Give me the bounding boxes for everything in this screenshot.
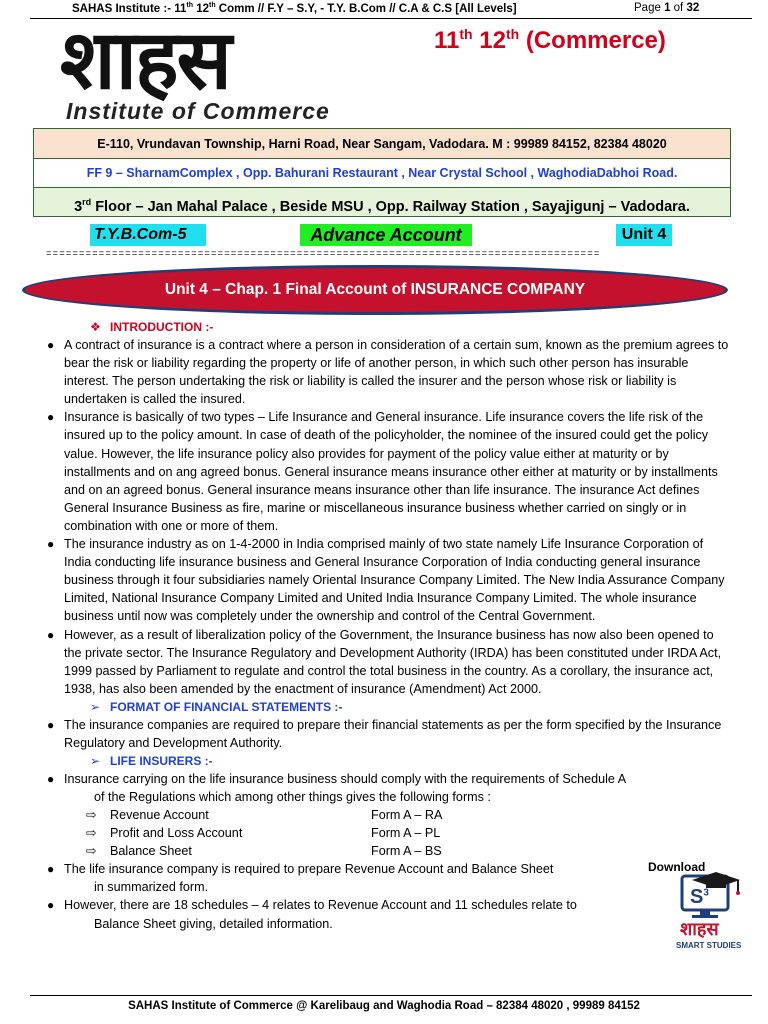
paragraph: ● Insurance is basically of two types – Life Insurance and General insurance. Life insurance covers the life risk of the insured up to the policy amount. In case of death of the policyholder, the nominee of the insured could get the policy value. However, the life insurance policy also provides for payment of the policy value either at maturity or by installments and on ang agreed bonus. General insurance means insurance other either at maturity or by installments and on an agreed bonus. General insurance means insurance other than life insurance. The insurance Act defines General Insurance Business as fire, marine or miscellaneous insurance business whether carried on singly or in combination with one or more of them. — [47, 410, 718, 533]
logo-subtitle: Institute of Commerce — [66, 98, 330, 124]
page-number: Page 1 of 32 — [634, 2, 700, 14]
arrow-bullet-icon: ➢ — [90, 754, 101, 769]
paragraph: ● The insurance companies are required to prepare their financial statements as per the form specified by the Insurance Regulatory and Development Authority. — [47, 717, 722, 750]
smart-studies-hindi: शाहस — [680, 919, 719, 940]
footer-divider — [30, 995, 752, 996]
logo-hindi-text: शाहस — [60, 13, 230, 108]
page-footer: SAHAS Institute of Commerce @ Karelibaug and Waghodia Road – 82384 48020 , 99989 84152 — [128, 1000, 640, 1012]
paragraph: ● The insurance industry as on 1-4-2000 in India comprised mainly of two state namely Life Insurance Corporation of India conducting life insurance business and General Insurance Corporation of India conducting general insurance business through it four subsidiaries namely Oriental Insurance Company Limited. The New India Assurance Company Limited, National Insurance Company Limited and United India Insurance Company Limited. The whole insurance business until now was completely under the ownership and control of the Central Government. — [47, 537, 725, 624]
form-row: ⇨ Balance Sheet Form A – BS — [0, 842, 768, 860]
smart-studies-logo[interactable] — [676, 868, 756, 954]
paragraph: ● However, there are 18 schedules – 4 relates to Revenue Account and 11 schedules relate to — [0, 896, 768, 914]
bullet-icon: ● — [47, 410, 55, 425]
paragraph-continuation: of the Regulations which among other things gives the following forms : — [94, 790, 491, 805]
course-tag: T.Y.B.Com-5 — [90, 224, 206, 246]
smart-studies-text: SMART STUDIES — [676, 941, 742, 950]
form-row: ⇨ Profit and Loss Account Form A – PL — [0, 824, 768, 842]
class-title: 11th 12th (Commerce) — [434, 26, 666, 54]
paragraph: ● Insurance carrying on the life insurance business should comply with the requirements of Schedule A — [0, 770, 768, 788]
arrow-icon: ⇨ — [86, 844, 97, 859]
bullet-icon: ● — [47, 717, 55, 732]
form-row: ⇨ Revenue Account Form A – RA — [0, 806, 768, 824]
document-body — [0, 318, 768, 933]
arrow-icon: ⇨ — [86, 826, 97, 841]
download-label[interactable]: Download — [648, 860, 706, 874]
arrow-bullet-icon: ➢ — [90, 699, 101, 714]
diamond-bullet-icon: ❖ — [90, 320, 101, 334]
format-heading: ➢ FORMAT OF FINANCIAL STATEMENTS :- — [0, 698, 768, 716]
chapter-banner: Unit 4 – Chap. 1 Final Account of INSURANCE COMPANY — [22, 265, 728, 315]
introduction-heading: ❖ INTRODUCTION :- — [0, 318, 768, 336]
smart-studies-mark: $S^3$ — [690, 886, 709, 908]
unit-tag: Unit 4 — [616, 224, 672, 246]
address-line-2: FF 9 – SharnamComplex , Opp. Bahurani Restaurant , Near Crystal School , WaghodiaDabhoi Road. — [33, 158, 731, 188]
paragraph: ● A contract of insurance is a contract where a person in consideration of a certain sum, known as the premium agrees to bear the risk or liability regarding the property or life of another person, in which such other person has insurable interest. The person undertaking the risk or liability is called the insurer and the person whose risk or liability is undertaken is called the insured. — [47, 338, 729, 407]
paragraph: ● However, as a result of liberalization policy of the Government, the Insurance business has now also been opened to the private sector. The Insurance Regulatory and Development Authority (IRDA) has been constituted under IRDA Act, 1999 passed by Parliament to regulate and control the total business in the country. As a corollary, the insurance act, 1938, has also been amended by the enactment of insurance (Amendment) Act 2000. — [47, 627, 722, 696]
institute-logo — [60, 13, 420, 124]
paragraph-continuation: Balance Sheet giving, detailed information. — [94, 916, 333, 931]
bullet-icon: ● — [47, 627, 55, 642]
separator-line: ==================================================================================== — [46, 249, 601, 259]
bullet-icon: ● — [47, 862, 55, 877]
header-title: SAHAS Institute :- 11th 12th Comm // F.Y – S.Y, - T.Y. B.Com // C.A & C.S [All Levels] — [72, 2, 517, 15]
bullet-icon: ● — [47, 537, 55, 552]
bullet-icon: ● — [47, 772, 55, 787]
bullet-icon: ● — [47, 898, 55, 913]
address-line-1: E-110, Vrundavan Township, Harni Road, Near Sangam, Vadodara. M : 99989 84152, 82384 48020 — [33, 128, 731, 160]
address-line-3: 3rd Floor – Jan Mahal Palace , Beside MSU , Opp. Railway Station , Sayajigunj – Vadodara. — [33, 187, 731, 217]
paragraph: ● The life insurance company is required to prepare Revenue Account and Balance Sheet — [0, 860, 768, 878]
paragraph-continuation: in summarized form. — [94, 880, 209, 895]
arrow-icon: ⇨ — [86, 808, 97, 823]
bullet-icon: ● — [47, 338, 55, 352]
life-insurers-heading: ➢ LIFE INSURERS :- — [0, 752, 768, 770]
subject-tag: Advance Account — [300, 224, 472, 246]
